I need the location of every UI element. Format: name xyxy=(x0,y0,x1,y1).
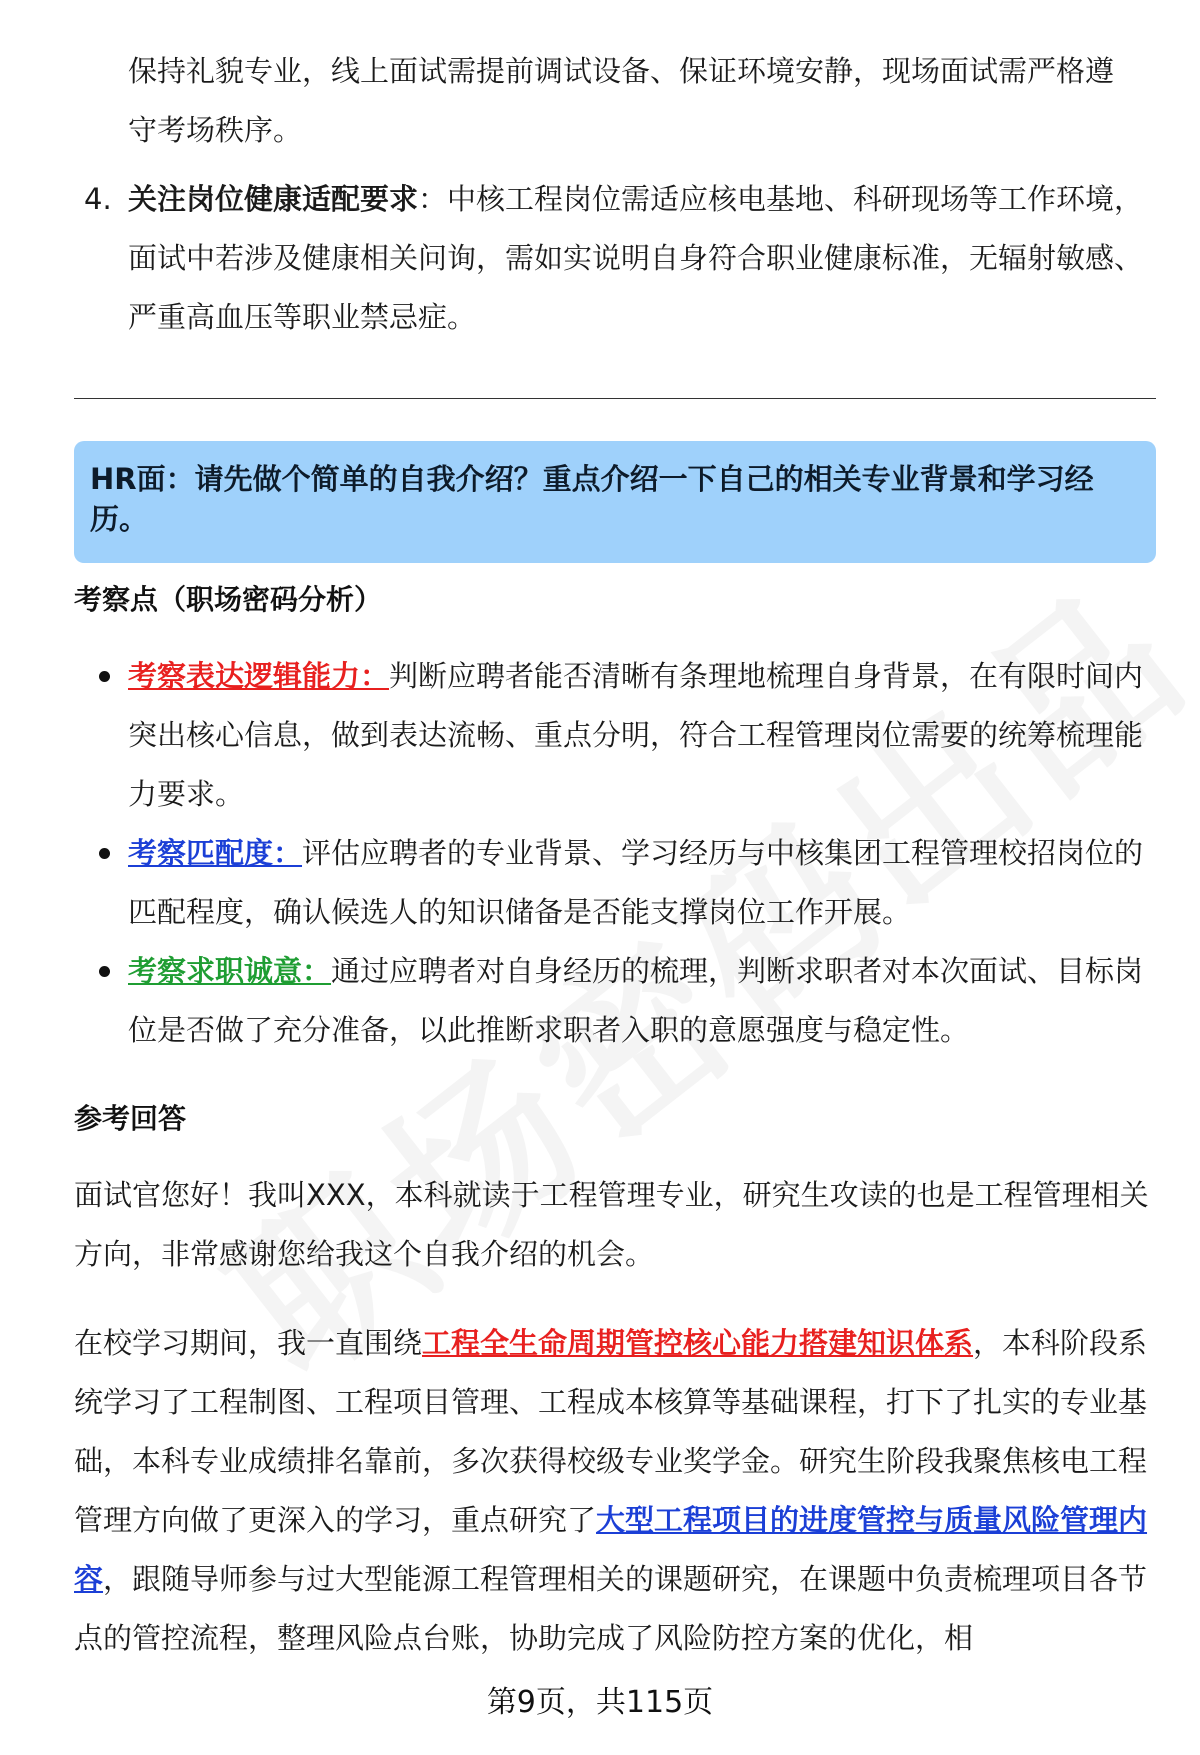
item-title: 关注岗位健康适配要求 xyxy=(128,182,419,216)
question-text: HR面：请先做个简单的自我介绍？重点介绍一下自己的相关专业背景和学习经历。 xyxy=(90,462,1094,536)
answer-heading: 参考回答 xyxy=(74,1102,187,1135)
highlight-red: 工程全生命周期管控核心能力搭建知识体系 xyxy=(422,1326,974,1360)
list-item xyxy=(74,942,1154,1060)
continuation-line-2: 守考场秩序。 xyxy=(128,113,303,147)
numbered-item-4: 4. 关注岗位健康适配要求：中核工程岗位需适应核电基地、科研现场等工作环境，面试中若涉及健康相关问询，需如实说明自身符合职业健康标准，无辐射敏感、严重高血压等职业禁忌症。 xyxy=(74,170,1154,347)
item-text: 中核工程岗位需适应核电基地、科研现场等工作环境，面试中若涉及健康相关问询，需如实说明自身符合职业健康标准，无辐射敏感、严重高血压等职业禁忌症。 xyxy=(128,182,1144,334)
highlight-blue: 大型工程项目的进度管控与质量风险管理内容 xyxy=(74,1503,1148,1596)
assessment-text: 判断应聘者能否清晰有条理地梳理自身背景，在有限时间内突出核心信息，做到表达流畅、重点分明，符合工程管理岗位需要的统筹梳理能力要求。 xyxy=(128,659,1144,811)
assessment-label: 考察求职诚意： xyxy=(128,954,332,988)
assessment-text: 通过应聘者对自身经历的梳理，判断求职者对本次面试、目标岗位是否做了充分准备，以此推断求职者入职的意愿强度与稳定性。 xyxy=(128,954,1144,1047)
list-number: 4. xyxy=(84,182,112,216)
section-divider xyxy=(74,398,1156,399)
bullet-icon xyxy=(99,966,110,977)
answer-paragraph-2: 在校学习期间，我一直围绕工程全生命周期管控核心能力搭建知识体系，本科阶段系统学习了工程制图、工程项目管理、工程成本核算等基础课程，打下了扎实的专业基础，本科专业成绩排名靠前，多次获得校级专业奖学金。研究生阶段我聚焦核电工程管理方向做了更深入的学习，重点研究了大型工程项目的进度管控与质量风险管理内容，跟随导师参与过大型能源工程管理相关的课题研究，在课题中负责梳理项目各节点的管控流程，整理风险点台账，协助完成了风险防控方案的优化，相 xyxy=(74,1326,1148,1655)
assessment-list xyxy=(74,647,1154,1060)
item-3-continuation xyxy=(74,42,1154,160)
assessment-text: 评估应聘者的专业背景、学习经历与中核集团工程管理校招岗位的匹配程度，确认候选人的知识储备是否能支撑岗位工作开展。 xyxy=(128,836,1144,929)
page-footer: 第9页，共115页 xyxy=(486,1685,714,1720)
bullet-icon xyxy=(99,848,110,859)
assessment-heading: 考察点（职场密码分析） xyxy=(74,583,383,616)
question-box xyxy=(74,441,1156,563)
bullet-icon xyxy=(99,671,110,682)
list-item xyxy=(74,647,1154,824)
list-item xyxy=(74,824,1154,942)
answer-paragraph-1: 面试官您好！我叫XXX，本科就读于工程管理专业，研究生攻读的也是工程管理相关方向，非常感谢您给我这个自我介绍的机会。 xyxy=(74,1178,1149,1271)
continuation-line-1: 保持礼貌专业，线上面试需提前调试设备、保证环境安静，现场面试需严格遵 xyxy=(128,54,1115,88)
assessment-label: 考察表达逻辑能力： xyxy=(128,659,390,693)
assessment-label: 考察匹配度： xyxy=(128,836,303,870)
